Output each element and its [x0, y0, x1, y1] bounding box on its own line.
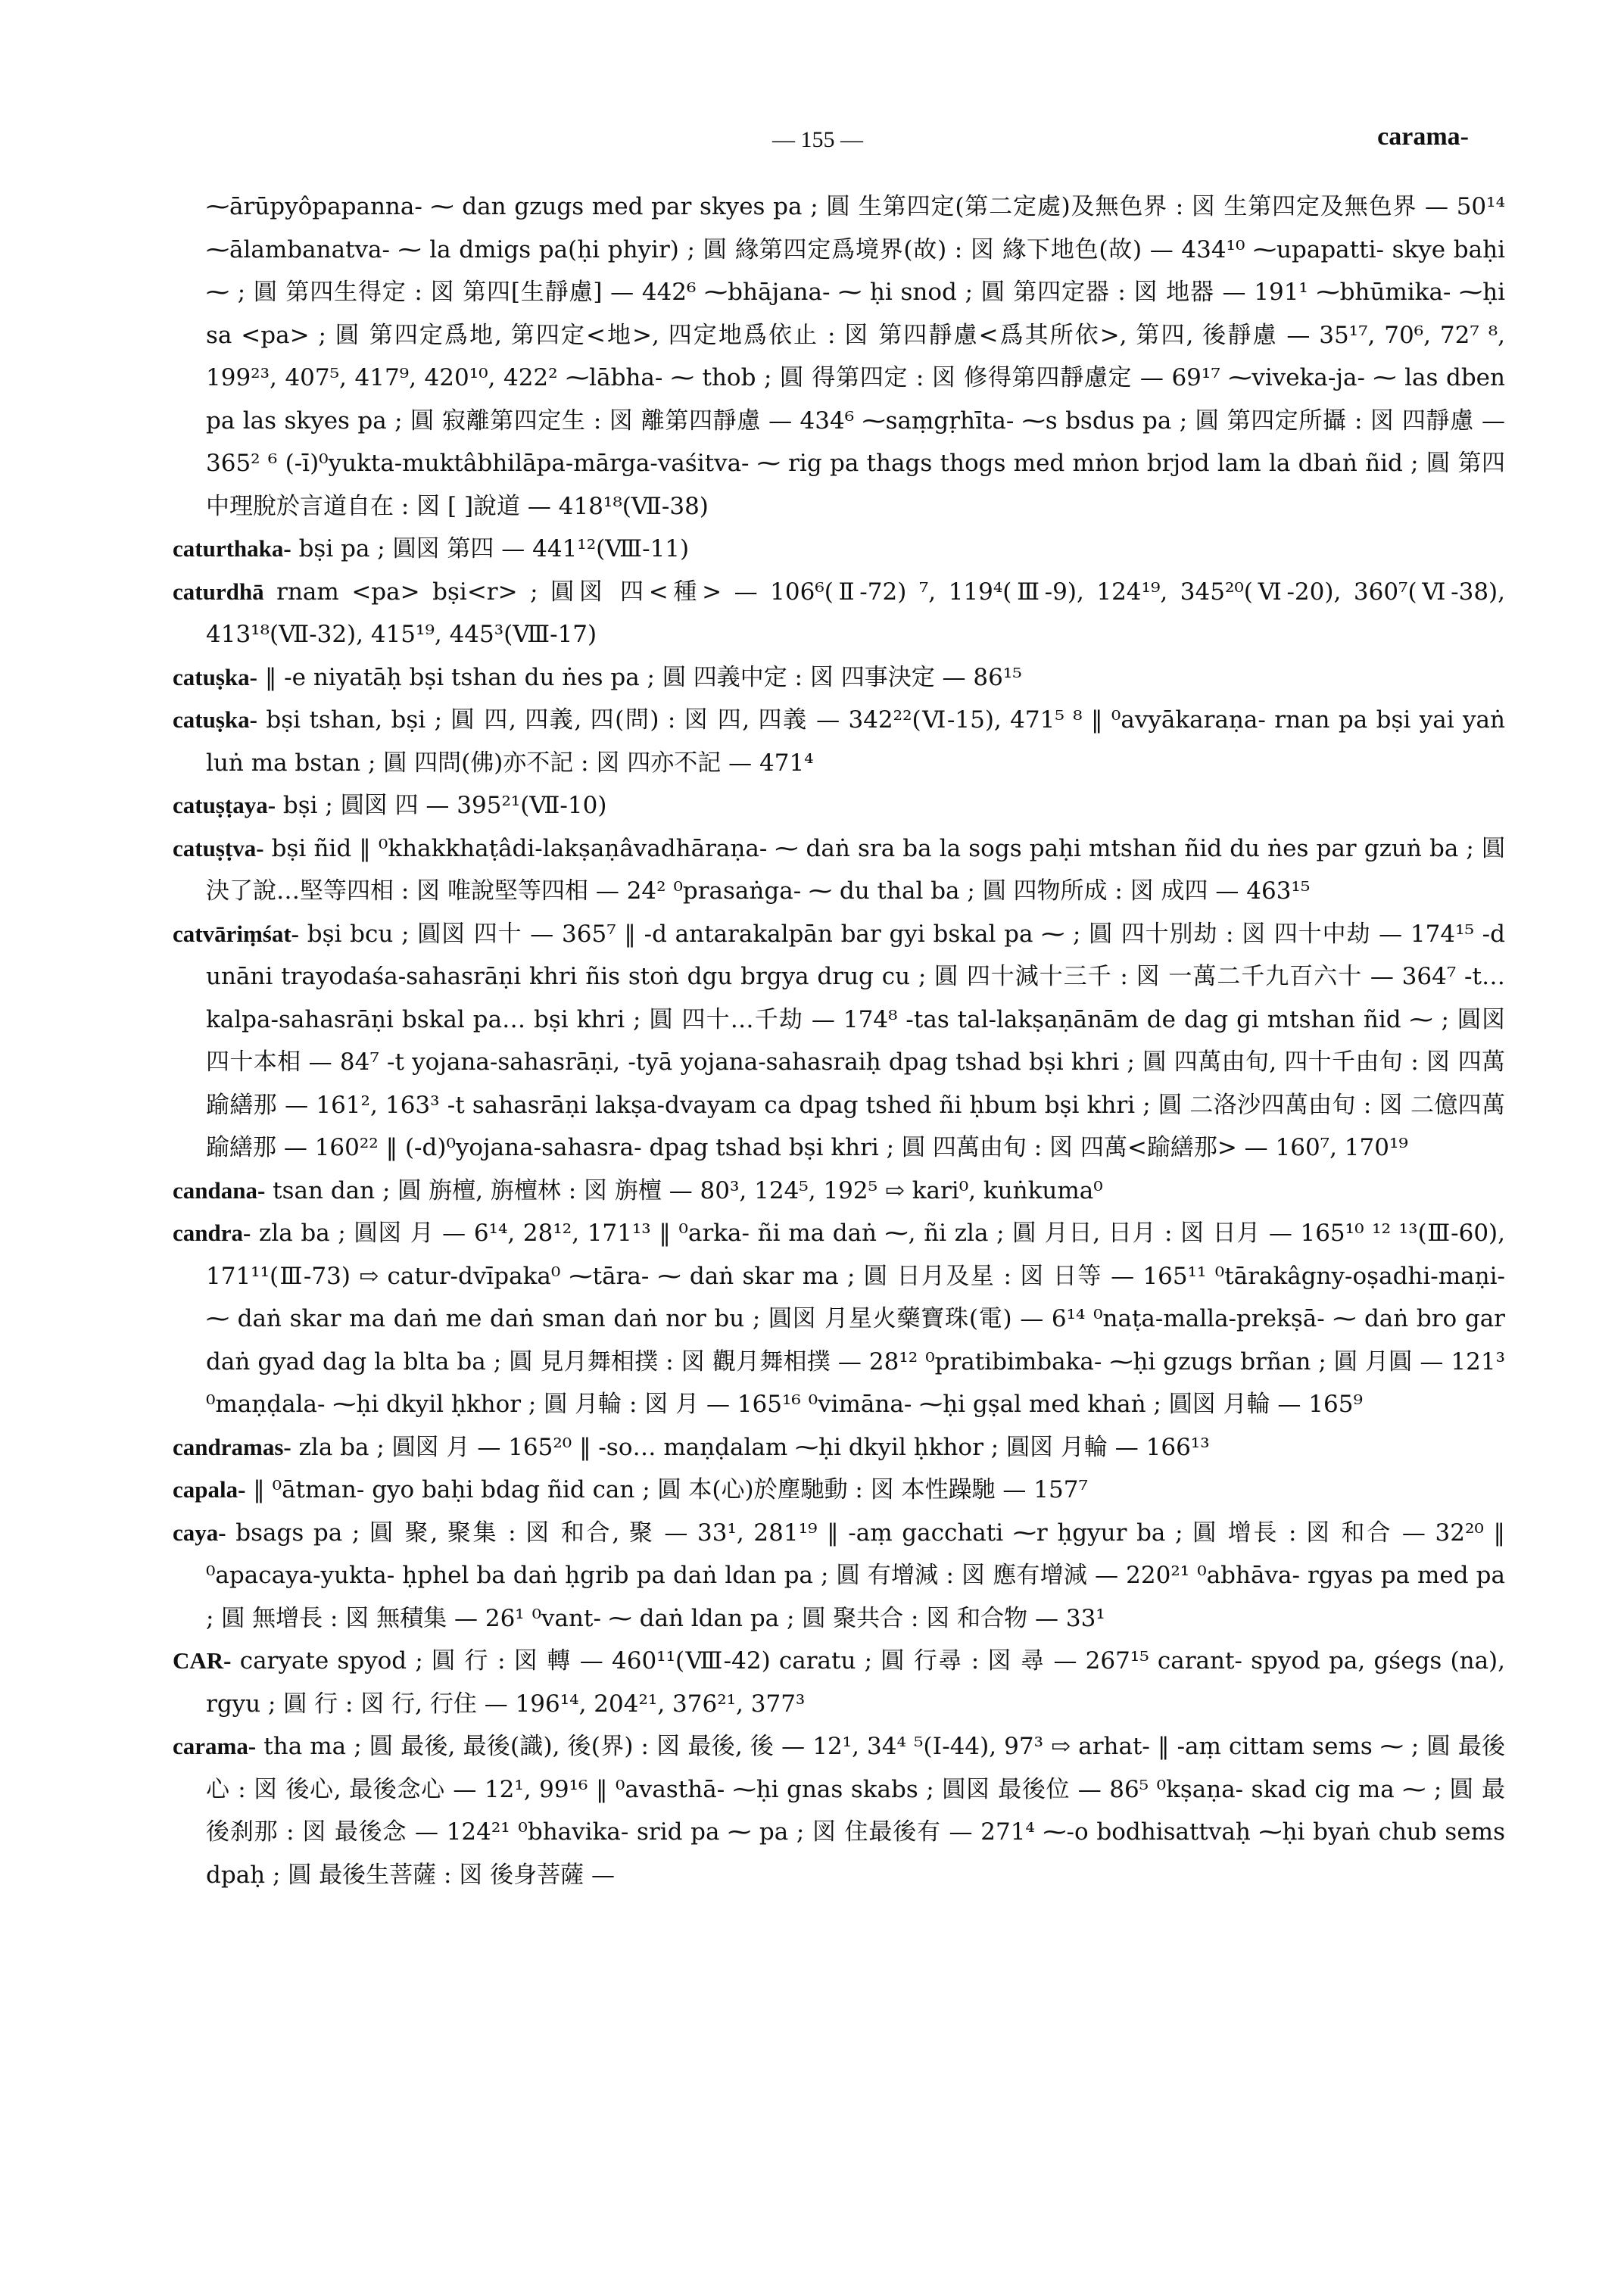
dictionary-entry — [173, 699, 1505, 784]
entry-text: bṣi tshan, bṣi ; 圓 四, 四義, 四(問) : 図 四, 四義 — 342²²(Ⅵ-15), 471⁵ ⁸ ‖ ⁰avyākaraṇa- rnan pa bṣi yai yaṅ luṅ ma bstan ; 圓 四問(佛)亦不記 : 図 四亦不記 — 471⁴ — [206, 706, 1505, 777]
entry-text: bsags pa ; 圓 聚, 聚集 : 図 和合, 聚 — 33¹, 281¹⁹ ‖ -aṃ gacchati ⁓r ḥgyur ba ; 圓 增長 : 図 和合 — 32²⁰ ‖ ⁰apacaya-yukta- ḥphel ba daṅ ḥgrib pa daṅ ldan pa ; 圓 有增減 : 図 應有增減 — 220²¹ ⁰abhāva- rgyas pa med pa ; 圓 無增長 : 図 無積集 — 26¹ ⁰vant- ⁓ daṅ ldan pa ; 圓 聚共合 : 図 和合物 — 33¹ — [206, 1519, 1505, 1632]
entry-text: ‖ ⁰ātman- gyo baḥi bdag ñid can ; 圓 本(心)於塵馳動 : 図 本性躁馳 — 157⁷ — [253, 1476, 1088, 1503]
dictionary-entry — [173, 1426, 1505, 1469]
page-number: — 155 — — [772, 127, 863, 152]
dictionary-entry — [173, 1170, 1505, 1213]
entry-text: bṣi ñid ‖ ⁰khakkhaṭâdi-lakṣaṇâvadhāraṇa- ⁓ daṅ sra ba la sogs paḥi mtshan ñid du ṅes par gzuṅ ba ; 圓 決了說…堅等四相 : 図 唯說堅等四相 — 24² ⁰prasaṅga- ⁓ du thal ba ; 圓 四物所成 : 図 成四 — 463¹⁵ — [206, 834, 1505, 905]
entry-headword: candra- — [173, 1220, 251, 1246]
entry-headword: carama- — [173, 1733, 257, 1759]
dictionary-entry — [173, 656, 1505, 699]
dictionary-entry — [173, 913, 1505, 1170]
entry-headword: CAR- — [173, 1647, 232, 1674]
dictionary-entry — [173, 1725, 1505, 1896]
entry-text: bṣi bcu ; 圓図 四十 — 365⁷ ‖ -d antarakalpān bar gyi bskal pa ⁓ ; 圓 四十別劫 : 図 四十中劫 — 174¹⁵ -d unāni trayodaśa-sahasrāṇi khri ñis stoṅ dgu brgya drug cu ; 圓 四十減十三千 : 図 一萬二千九百六十 — 364⁷ -t… kalpa-sahasrāṇi bskal pa… bṣi khri ; 圓 四十…千劫 — 174⁸ -tas tal-lakṣaṇānām de dag gi mtshan ñid ⁓ ; 圓図 四十本相 — 84⁷ -t yojana-sahasrāṇi, -tyā yojana-sahasraiḥ dpag tshad bṣi khri ; 圓 四萬由旬, 四十千由旬 : 図 四萬踰繕那 — 161², 163³ -t sahasrāṇi lakṣa-dvayam ca dpag tshed ñi ḥbum bṣi khri ; 圓 二洛沙四萬由旬 : 図 二億四萬踰繕那 — 160²² ‖ (-d)⁰yojana-sahasra- dpag tshad bṣi khri ; 圓 四萬由旬 : 図 四萬<踰繕那> — 160⁷, 170¹⁹ — [206, 920, 1505, 1161]
entry-headword: caturdhā — [173, 578, 264, 605]
entry-text: zla ba ; 圓図 月 — 6¹⁴, 28¹², 171¹³ ‖ ⁰arka- ñi ma daṅ ⁓, ñi zla ; 圓 月日, 日月 : 図 日月 — 165¹⁰ ¹² ¹³(Ⅲ-60), 171¹¹(Ⅲ-73) ⇨ catur-dvīpaka⁰ ⁓tāra- ⁓ daṅ skar ma ; 圓 日月及星 : 図 日等 — 165¹¹ ⁰tārakâgny-oṣadhi-maṇi- ⁓ daṅ skar ma daṅ me daṅ sman daṅ nor bu ; 圓図 月星火藥寶珠(電) — 6¹⁴ ⁰naṭa-malla-prekṣā- ⁓ daṅ bro gar daṅ gyad dag la blta ba ; 圓 見月舞相撲 : 図 觀月舞相撲 — 28¹² ⁰pratibimbaka- ⁓ḥi gzugs brñan ; 圓 月圓 — 121³ ⁰maṇḍala- ⁓ḥi dkyil ḥkhor ; 圓 月輪 : 図 月 — 165¹⁶ ⁰vimāna- ⁓ḥi gṣal med khaṅ ; 圓図 月輪 — 165⁹ — [206, 1220, 1505, 1418]
dictionary-entry — [173, 1469, 1505, 1512]
dictionary-entry — [173, 1640, 1505, 1725]
entry-headword: catuṣka- — [173, 663, 257, 690]
entry-headword: catvāriṃśat- — [173, 920, 299, 947]
entry-headword: caturthaka- — [173, 535, 291, 562]
entry-text: bṣi ; 圓図 四 — 395²¹(Ⅶ-10) — [282, 792, 607, 819]
entry-text: zla ba ; 圓図 月 — 165²⁰ ‖ -so… maṇḍalam ⁓ḥi dkyil ḥkhor ; 圓図 月輪 — 166¹³ — [298, 1433, 1210, 1461]
entry-text: ‖ -e niyatāḥ bṣi tshan du ṅes pa ; 圓 四義中定 : 図 四事決定 — 86¹⁵ — [264, 663, 1022, 691]
entry-list — [173, 185, 1505, 1896]
entry-headword: caya- — [173, 1519, 226, 1546]
entry-text: tsan dan ; 圓 旃檀, 旃檀林 : 図 旃檀 — 80³, 124⁵, 192⁵ ⇨ kari⁰, kuṅkuma⁰ — [273, 1176, 1103, 1204]
entry-text: ⁓ārūpyôpapanna- ⁓ dan gzugs med par skyes pa ; 圓 生第四定(第二定處)及無色界 : 図 生第四定及無色界 — 50¹⁴ ⁓ālambanatva- ⁓ la dmigs pa(ḥi phyir) ; 圓 緣第四定爲境界(故) : 図 緣下地色(故) — 434¹⁰ ⁓upapatti- skye baḥi ⁓ ; 圓 第四生得定 : 図 第四[生靜慮] — 442⁶ ⁓bhājana- ⁓ ḥi snod ; 圓 第四定器 : 図 地器 — 191¹ ⁓bhūmika- ⁓ḥi sa <pa> ; 圓 第四定爲地, 第四定<地>, 四定地爲依止 : 図 第四靜慮<爲其所依>, 第四, 後靜慮 — 35¹⁷, 70⁶, 72⁷ ⁸, 199²³, 407⁵, 417⁹, 420¹⁰, 422² ⁓lābha- ⁓ thob ; 圓 得第四定 : 図 修得第四靜慮定 — 69¹⁷ ⁓viveka-ja- ⁓ las dben pa las skyes pa ; 圓 寂離第四定生 : 図 離第四靜慮 — 434⁶ ⁓saṃgṛhīta- ⁓s bsdus pa ; 圓 第四定所攝 : 図 四靜慮 — 365² ⁶ (-ī)⁰yukta-muktâbhilāpa-mārga-vaśitva- ⁓ rig pa thags thogs med mṅon brjod lam la dbaṅ ñid ; 圓 第四中理脫於言道自在 : 図 [ ]說道 — 418¹⁸(Ⅶ-38) — [206, 193, 1505, 520]
dictionary-entry — [173, 185, 1505, 528]
running-head: carama- — [1377, 123, 1469, 151]
dictionary-entry — [173, 571, 1505, 656]
entry-headword: catuṣka- — [173, 706, 257, 733]
entry-headword: candana- — [173, 1176, 266, 1204]
entry-text: rnam <pa> bṣi<r> ; 圓図 四<種> — 106⁶(Ⅱ-72) ⁷, 119⁴(Ⅲ-9), 124¹⁹, 345²⁰(Ⅵ-20), 360⁷(Ⅵ-38), 413¹⁸(Ⅶ-32), 415¹⁹, 445³(Ⅷ-17) — [206, 578, 1505, 648]
dictionary-entry — [173, 528, 1505, 571]
entry-text: bṣi pa ; 圓図 第四 — 441¹²(Ⅷ-11) — [298, 535, 690, 562]
entry-headword: capala- — [173, 1476, 246, 1503]
dictionary-entry — [173, 827, 1505, 913]
entry-text: caryate spyod ; 圓 行 : 図 轉 — 460¹¹(Ⅷ-42) caratu ; 圓 行尋 : 図 尋 — 267¹⁵ carant- spyod pa, gśegs (na), rgyu ; 圓 行 : 図 行, 行住 — 196¹⁴, 204²¹, 376²¹, 377³ — [206, 1647, 1505, 1718]
entry-headword: catuṣṭva- — [173, 834, 264, 861]
dictionary-entry — [173, 1512, 1505, 1640]
entry-headword: candramas- — [173, 1433, 291, 1460]
dictionary-entry — [173, 1212, 1505, 1426]
entry-headword: catuṣṭaya- — [173, 792, 276, 818]
entry-text: tha ma ; 圓 最後, 最後(識), 後(界) : 図 最後, 後 — 12¹, 34⁴ ⁵(Ⅰ-44), 97³ ⇨ arhat- ‖ -aṃ cittam sems ⁓ ; 圓 最後心 : 図 後心, 最後念心 — 12¹, 99¹⁶ ‖ ⁰avasthā- ⁓ḥi gnas skabs ; 圓図 最後位 — 86⁵ ⁰kṣaṇa- skad cig ma ⁓ ; 圓 最後刹那 : 図 最後念 — 124²¹ ⁰bhavika- srid pa ⁓ pa ; 図 住最後有 — 271⁴ ⁓-o bodhisattvaḥ ⁓ḥi byaṅ chub sems dpaḥ ; 圓 最後生菩薩 : 図 後身菩薩 — — [206, 1733, 1505, 1889]
dictionary-entry — [173, 784, 1505, 827]
